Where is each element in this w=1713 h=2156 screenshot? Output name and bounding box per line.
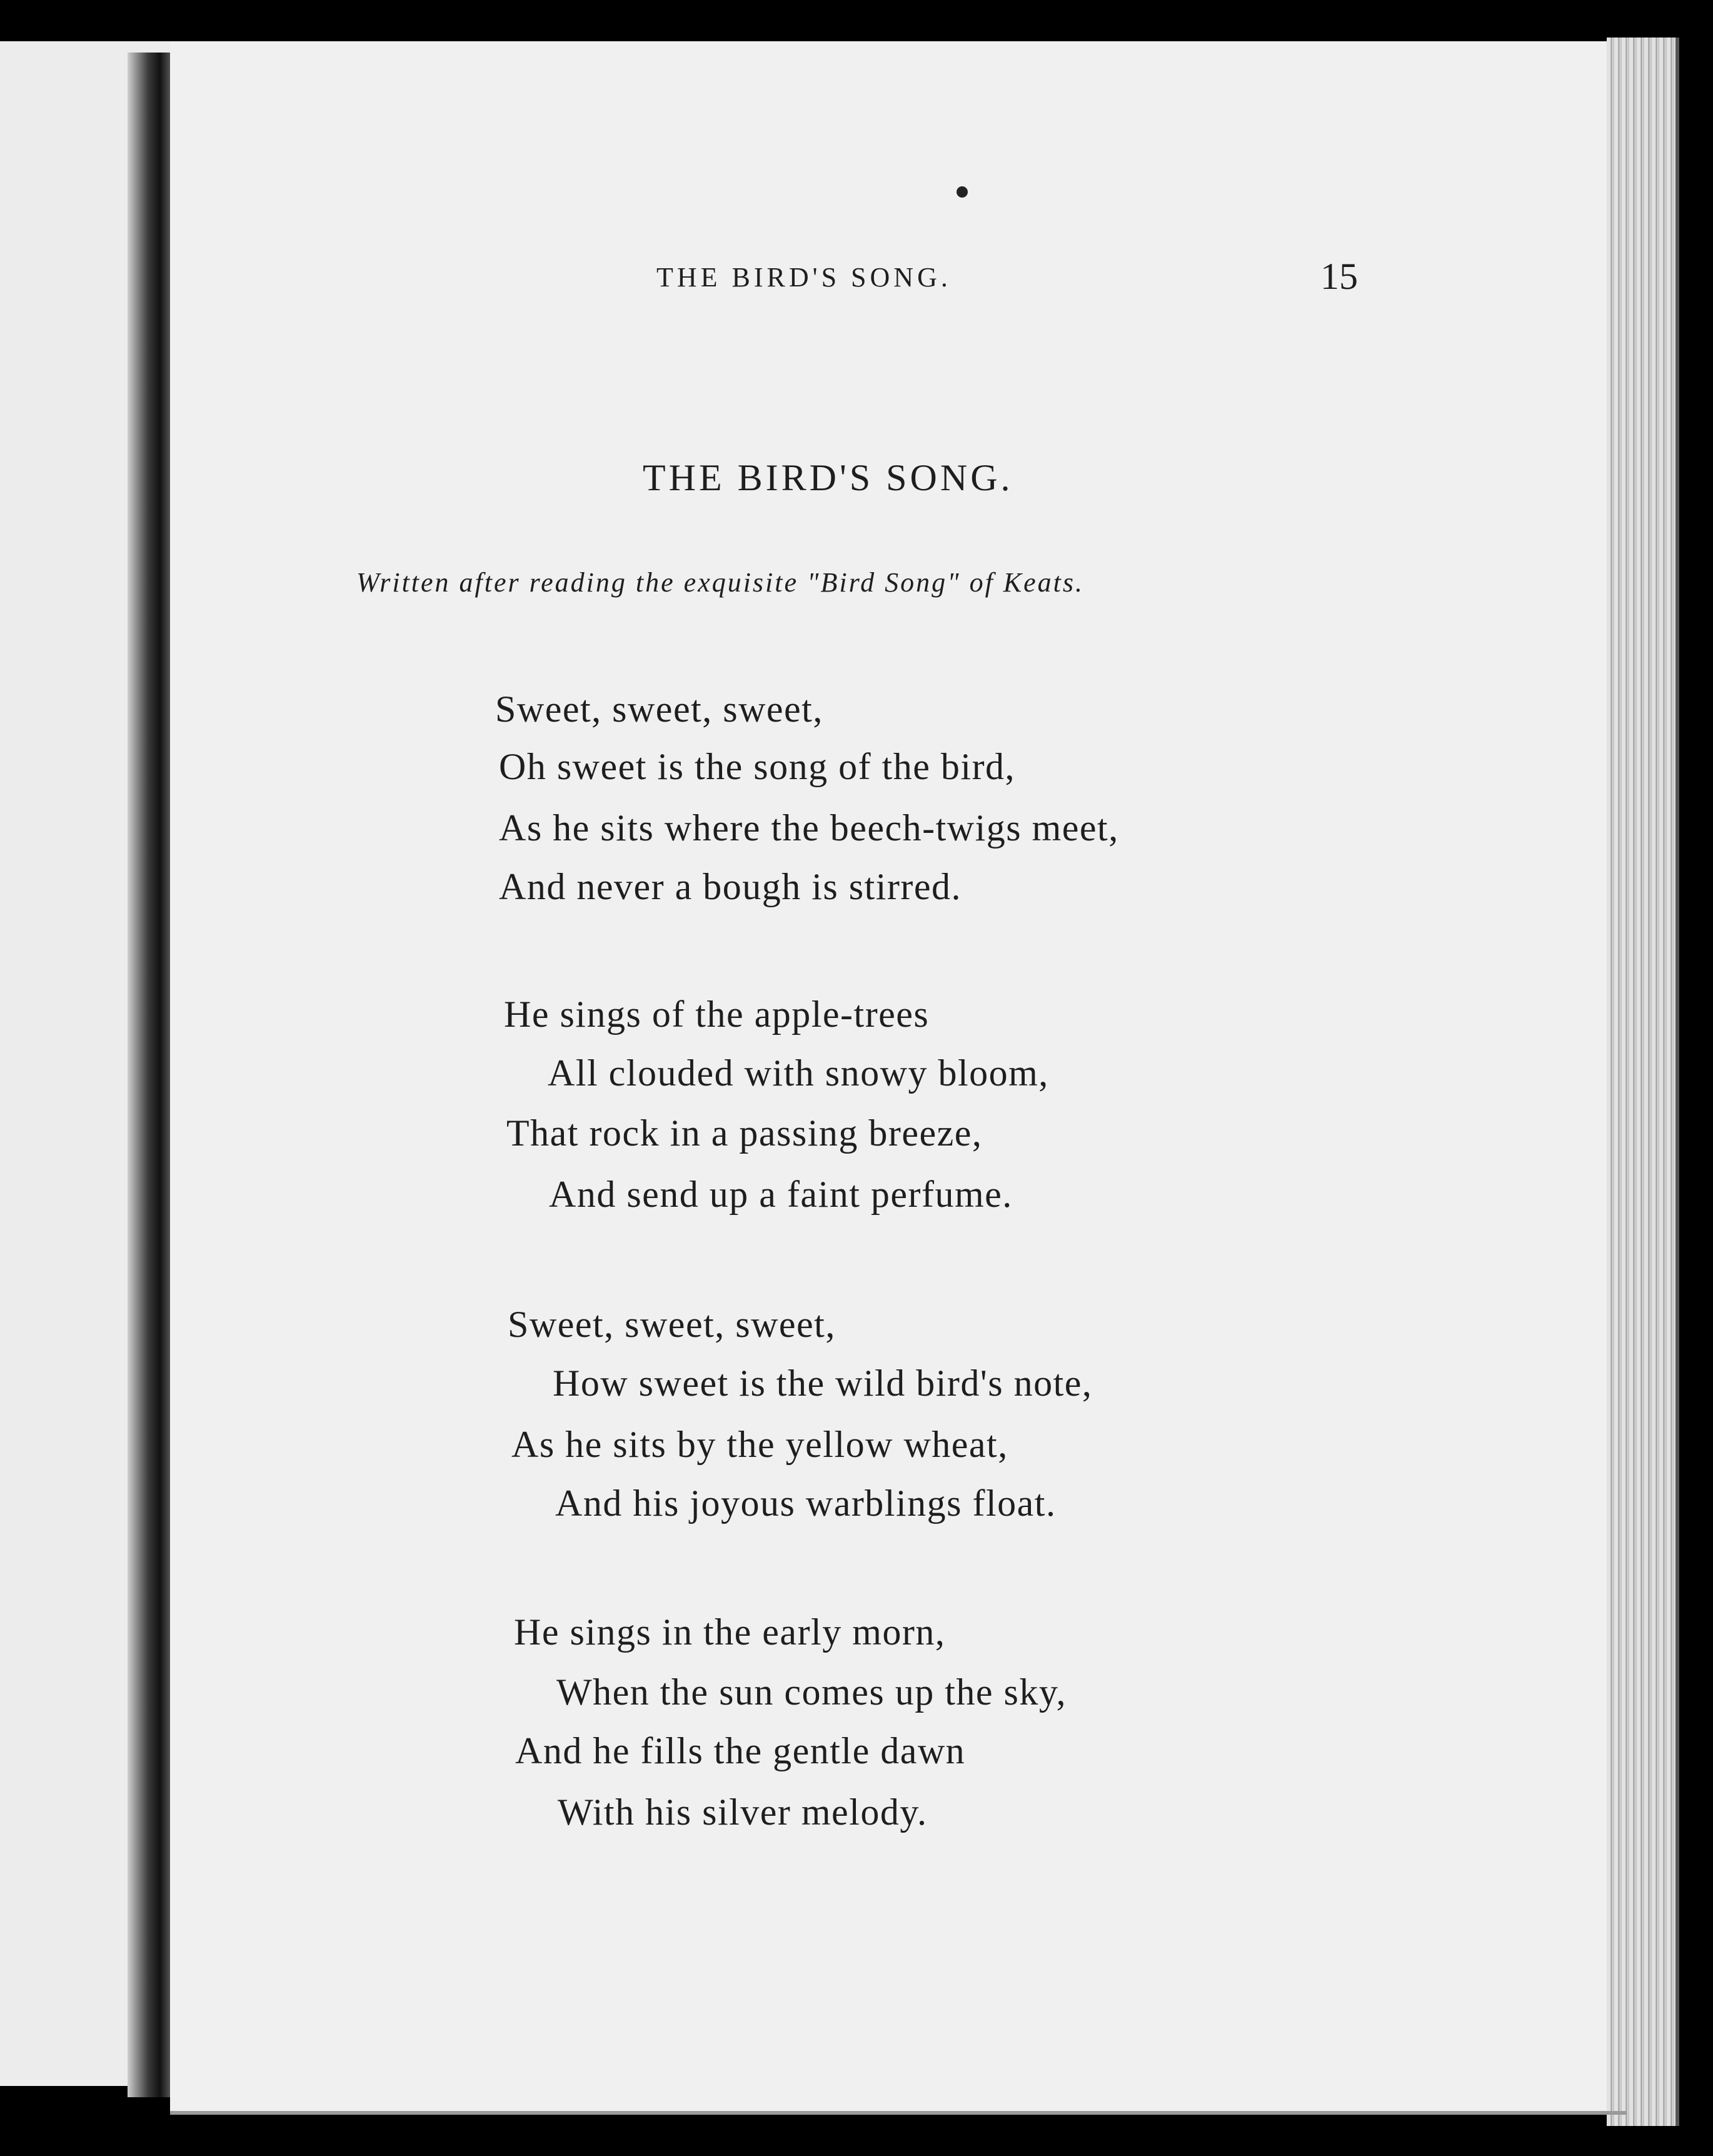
page-number: 15	[1320, 256, 1358, 297]
poem-subtitle: Written after reading the exquisite "Bird Song" of Keats.	[356, 567, 1085, 598]
poem-line: That rock in a passing breeze,	[506, 1112, 983, 1154]
poem-line: And his joyous warblings float.	[555, 1483, 1057, 1524]
poem-title: THE BIRD'S SONG.	[643, 457, 1013, 498]
poem-line: As he sits where the beech-twigs meet,	[499, 807, 1119, 849]
poem-line: As he sits by the yellow wheat,	[511, 1424, 1008, 1465]
poem-line: When the sun comes up the sky,	[556, 1671, 1067, 1713]
poem-line: And send up a faint perfume.	[549, 1174, 1013, 1215]
poem-line: Sweet, sweet, sweet,	[495, 688, 823, 730]
poem-line: And he fills the gentle dawn	[515, 1730, 966, 1771]
poem-line: He sings in the early morn,	[514, 1611, 946, 1653]
poem-line: All clouded with snowy bloom,	[548, 1052, 1049, 1094]
poem-line: And never a bough is stirred.	[499, 866, 962, 907]
poem-line: How sweet is the wild bird's note,	[553, 1363, 1093, 1404]
poem-line: Sweet, sweet, sweet,	[508, 1304, 836, 1345]
poem-line: With his silver melody.	[558, 1791, 928, 1833]
running-head: THE BIRD'S SONG.	[656, 262, 952, 293]
poem-line: Oh sweet is the song of the bird,	[499, 746, 1016, 787]
poem-line: He sings of the apple-trees	[504, 994, 930, 1035]
